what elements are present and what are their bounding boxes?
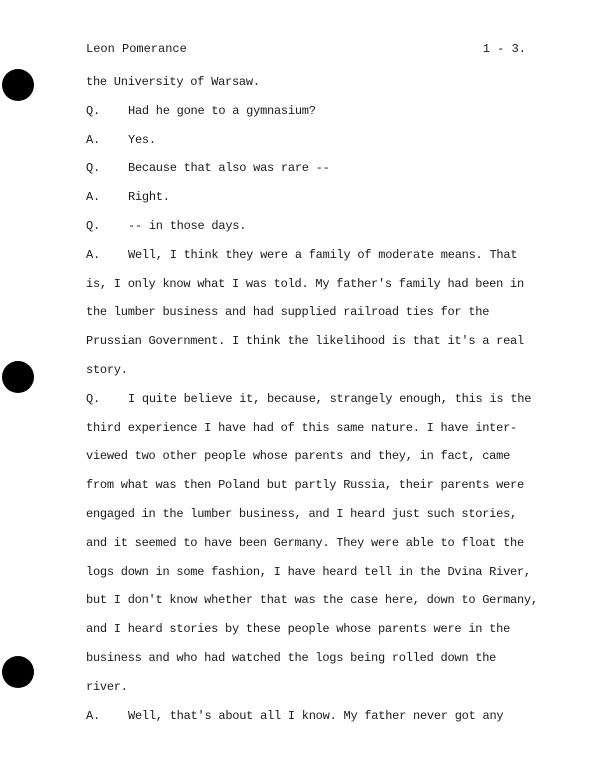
interviewee-name: Leon Pomerance (86, 42, 187, 56)
transcript-line (86, 385, 542, 414)
transcript-line (86, 126, 542, 155)
line-text: Well, I think they were a family of moderate means. That (128, 247, 518, 262)
transcript-line (86, 615, 542, 644)
transcript-line (86, 500, 542, 529)
line-text: Had he gone to a gymnasium? (128, 103, 316, 118)
line-text: viewed two other people whose parents and they, in fact, came (86, 449, 511, 464)
line-text: and I heard stories by these people whose parents were in the (86, 622, 511, 637)
transcript-line (86, 644, 542, 673)
transcript-line (86, 68, 542, 97)
transcript-line (86, 471, 542, 500)
transcript-line (86, 212, 542, 241)
line-text: from what was then Poland but partly Russia, their parents were (86, 478, 524, 493)
line-text: the lumber business and had supplied railroad ties for the (86, 305, 490, 320)
line-text: and it seemed to have been Germany. They were able to float the (86, 535, 524, 550)
line-text: the University of Warsaw. (86, 75, 260, 89)
transcript-line (86, 241, 542, 270)
transcript-line (86, 298, 542, 327)
line-text: logs down in some fashion, I have heard tell in the Dvina River, (86, 564, 531, 579)
page-header (86, 42, 526, 60)
line-text: I quite believe it, because, strangely enough, this is the (128, 391, 532, 406)
transcript-line (86, 586, 542, 615)
speaker-label: Q. (86, 218, 100, 233)
transcript-line (86, 673, 542, 702)
line-text: but I don't know whether that was the case here, down to Germany, (86, 593, 538, 608)
line-text: business and who had watched the logs being rolled down the (86, 650, 497, 665)
line-text: -- in those days. (128, 218, 247, 233)
speaker-label: Q. (86, 103, 100, 118)
binder-hole-top (2, 69, 34, 101)
line-text: engaged in the lumber business, and I heard just such stories, (86, 506, 517, 521)
transcript-line (86, 327, 542, 356)
transcript-line (86, 154, 542, 183)
transcript-line (86, 356, 542, 385)
speaker-label: A. (86, 247, 100, 262)
transcript-body (86, 68, 542, 730)
transcript-line (86, 414, 542, 443)
transcript-line (86, 183, 542, 212)
transcript-line (86, 270, 542, 299)
line-text: Prussian Government. I think the likelihood is that it's a real (86, 334, 524, 349)
line-text: story. (86, 362, 128, 377)
transcript-line (86, 97, 542, 126)
speaker-label: A. (86, 708, 100, 723)
speaker-label: Q. (86, 391, 100, 406)
line-text: Yes. (128, 132, 156, 147)
speaker-label: A. (86, 190, 100, 205)
transcript-line (86, 558, 542, 587)
speaker-label: A. (86, 132, 100, 147)
line-text: Well, that's about all I know. My father never got any (128, 708, 504, 723)
line-text: is, I only know what I was told. My father's family had been in (86, 276, 524, 291)
speaker-label: Q. (86, 161, 100, 176)
binder-hole-bottom (2, 656, 34, 688)
transcript-line (86, 529, 542, 558)
line-text: river. (86, 679, 128, 694)
line-text: third experience I have had of this same nature. I have inter- (86, 420, 517, 435)
transcript-line (86, 702, 542, 731)
binder-hole-middle (2, 361, 34, 393)
page-number: 1 - 3. (482, 42, 526, 56)
line-text: Right. (128, 190, 170, 205)
transcript-line (86, 442, 542, 471)
line-text: Because that also was rare -- (128, 161, 330, 176)
